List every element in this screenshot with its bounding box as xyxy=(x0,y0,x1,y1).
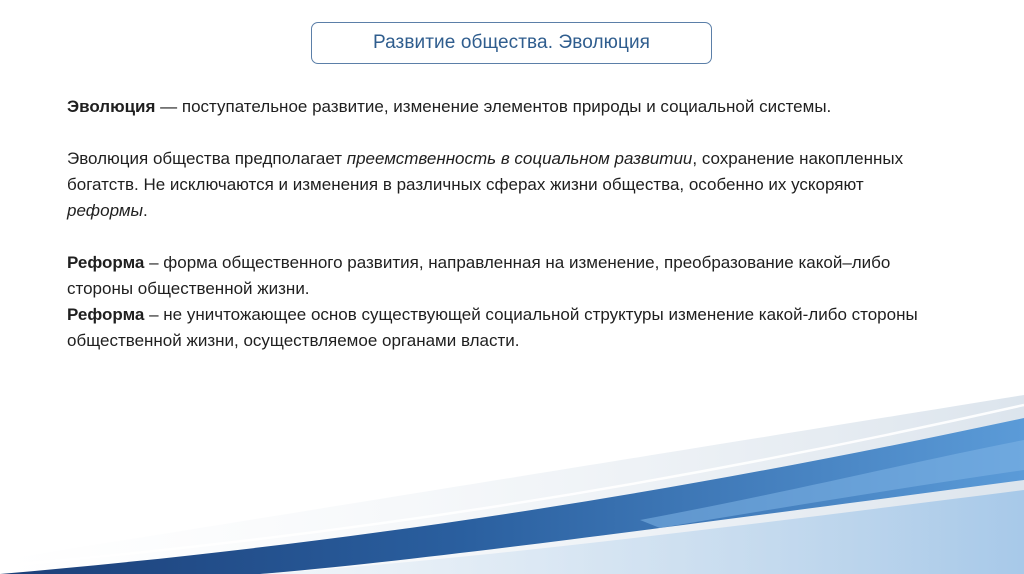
paragraph-society-evolution xyxy=(67,146,947,224)
slide-title-box xyxy=(311,22,712,64)
term-evolution: Эволюция xyxy=(67,97,156,116)
definition-reform-1 xyxy=(67,250,947,302)
paragraph-lead: Эволюция общества предполагает xyxy=(67,149,347,168)
definition-reform-1-text: – форма общественного развития, направленная на изменение, преобразование какой–либо стороны общественной жизни. xyxy=(67,253,891,298)
emphasis-reforms: реформы xyxy=(67,201,143,220)
spacer xyxy=(67,120,947,146)
definition-reform-2-text: – не уничтожающее основ существующей социальной структуры изменение какой-либо стороны общественной жизни, осуществляемое органами власти. xyxy=(67,305,918,350)
slide-body xyxy=(67,94,947,354)
definition-evolution xyxy=(67,94,947,120)
spacer xyxy=(67,224,947,250)
term-reform: Реформа xyxy=(67,305,145,324)
emphasis-continuity: преемственность в социальном развитии xyxy=(346,149,693,168)
paragraph-middle: , сохранение накопленных богатств. Не исключаются и изменения в различных сферах жизни общества, особенно их ускоряют xyxy=(67,149,904,194)
slide-title: Развитие общества. Эволюция xyxy=(372,32,651,53)
definition-reform-2 xyxy=(67,302,947,354)
definition-evolution-text: — поступательное развитие, изменение элементов природы и социальной системы. xyxy=(155,97,832,116)
term-reform: Реформа xyxy=(67,253,145,272)
paragraph-end: . xyxy=(143,201,148,220)
